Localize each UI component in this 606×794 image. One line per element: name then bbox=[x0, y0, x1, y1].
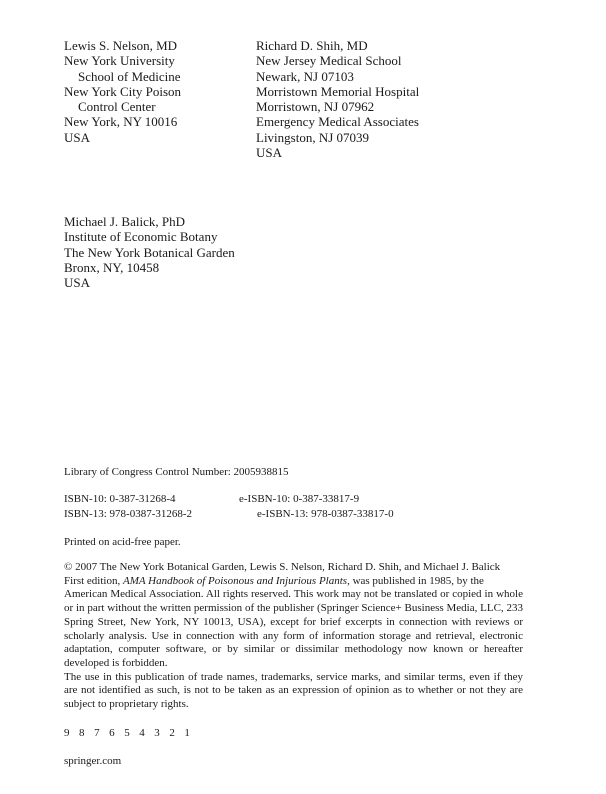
address-line: Lewis S. Nelson, MD bbox=[64, 38, 178, 53]
trademark-paragraph: The use in this publication of trade names, trademarks, service marks, and similar terms, even if they are not identified as such, is not to be taken as an expression of opinion as to whether or not they are subject to proprietary rights. bbox=[64, 670, 523, 711]
author-address-nelson bbox=[64, 38, 181, 145]
first-edition-line bbox=[64, 575, 523, 589]
address-line: New York University bbox=[64, 53, 175, 69]
author-address-balick bbox=[64, 214, 235, 290]
address-line: Morristown, NJ 07962 bbox=[256, 99, 375, 115]
address-line: Control Center bbox=[78, 99, 156, 115]
address-line: USA bbox=[256, 145, 283, 161]
isbn-10: ISBN-10: 0-387-31268-4 bbox=[64, 493, 176, 505]
copyright-line: © 2007 The New York Botanical Garden, Lewis S. Nelson, Richard D. Shih, and Michael J. Balick bbox=[64, 561, 501, 573]
address-line: Emergency Medical Associates bbox=[256, 114, 419, 130]
address-line: USA bbox=[64, 275, 91, 291]
address-line: Livingston, NJ 07039 bbox=[256, 129, 370, 145]
lccn-line: Library of Congress Control Number: 2005938815 bbox=[64, 466, 289, 478]
address-line: Michael J. Balick, PhD bbox=[64, 214, 185, 229]
edition-suffix: , was published in 1985, by the bbox=[347, 574, 484, 587]
address-line: School of Medicine bbox=[78, 68, 181, 84]
address-line: Bronx, NY, 10458 bbox=[64, 259, 160, 275]
isbn-13-row bbox=[64, 508, 394, 522]
address-line: New Jersey Medical School bbox=[256, 53, 402, 69]
edition-prefix: First edition, bbox=[64, 574, 123, 587]
address-line: Institute of Economic Botany bbox=[64, 229, 218, 245]
isbn-10-row bbox=[64, 493, 360, 507]
address-line: Morristown Memorial Hospital bbox=[256, 83, 420, 99]
address-line: New York City Poison bbox=[64, 83, 182, 99]
copyright-notice bbox=[64, 561, 523, 712]
acid-free-notice: Printed on acid-free paper. bbox=[64, 536, 181, 548]
address-line: The New York Botanical Garden bbox=[64, 244, 235, 260]
address-line: USA bbox=[64, 129, 91, 145]
address-line: Newark, NJ 07103 bbox=[256, 68, 354, 84]
rights-paragraph: American Medical Association. All rights reserved. This work may not be translated or copied in whole or in part without the written permission of the publisher (Springer Science+ Business Media, LLC, 233 Spring Street, New York, NY 10013, USA), except for brief excerpts in connection with reviews or scholarly analysis. Use in connection with any form of information storage and retrieval, electronic adaptation, computer software, or by similar or dissimilar methodology now known or hereafter developed is forbidden. bbox=[64, 588, 523, 669]
author-address-shih bbox=[256, 38, 419, 160]
e-isbn-13: e-ISBN-13: 978-0387-33817-0 bbox=[257, 508, 394, 520]
address-line: New York, NY 10016 bbox=[64, 114, 178, 130]
isbn-13: ISBN-13: 978-0387-31268-2 bbox=[64, 508, 193, 520]
publisher-website: springer.com bbox=[64, 755, 122, 767]
e-isbn-10: e-ISBN-10: 0-387-33817-9 bbox=[239, 493, 360, 505]
first-edition-title: AMA Handbook of Poisonous and Injurious Plants bbox=[122, 574, 348, 587]
address-line: Richard D. Shih, MD bbox=[256, 38, 368, 53]
printing-line: 9 8 7 6 5 4 3 2 1 bbox=[64, 727, 194, 739]
